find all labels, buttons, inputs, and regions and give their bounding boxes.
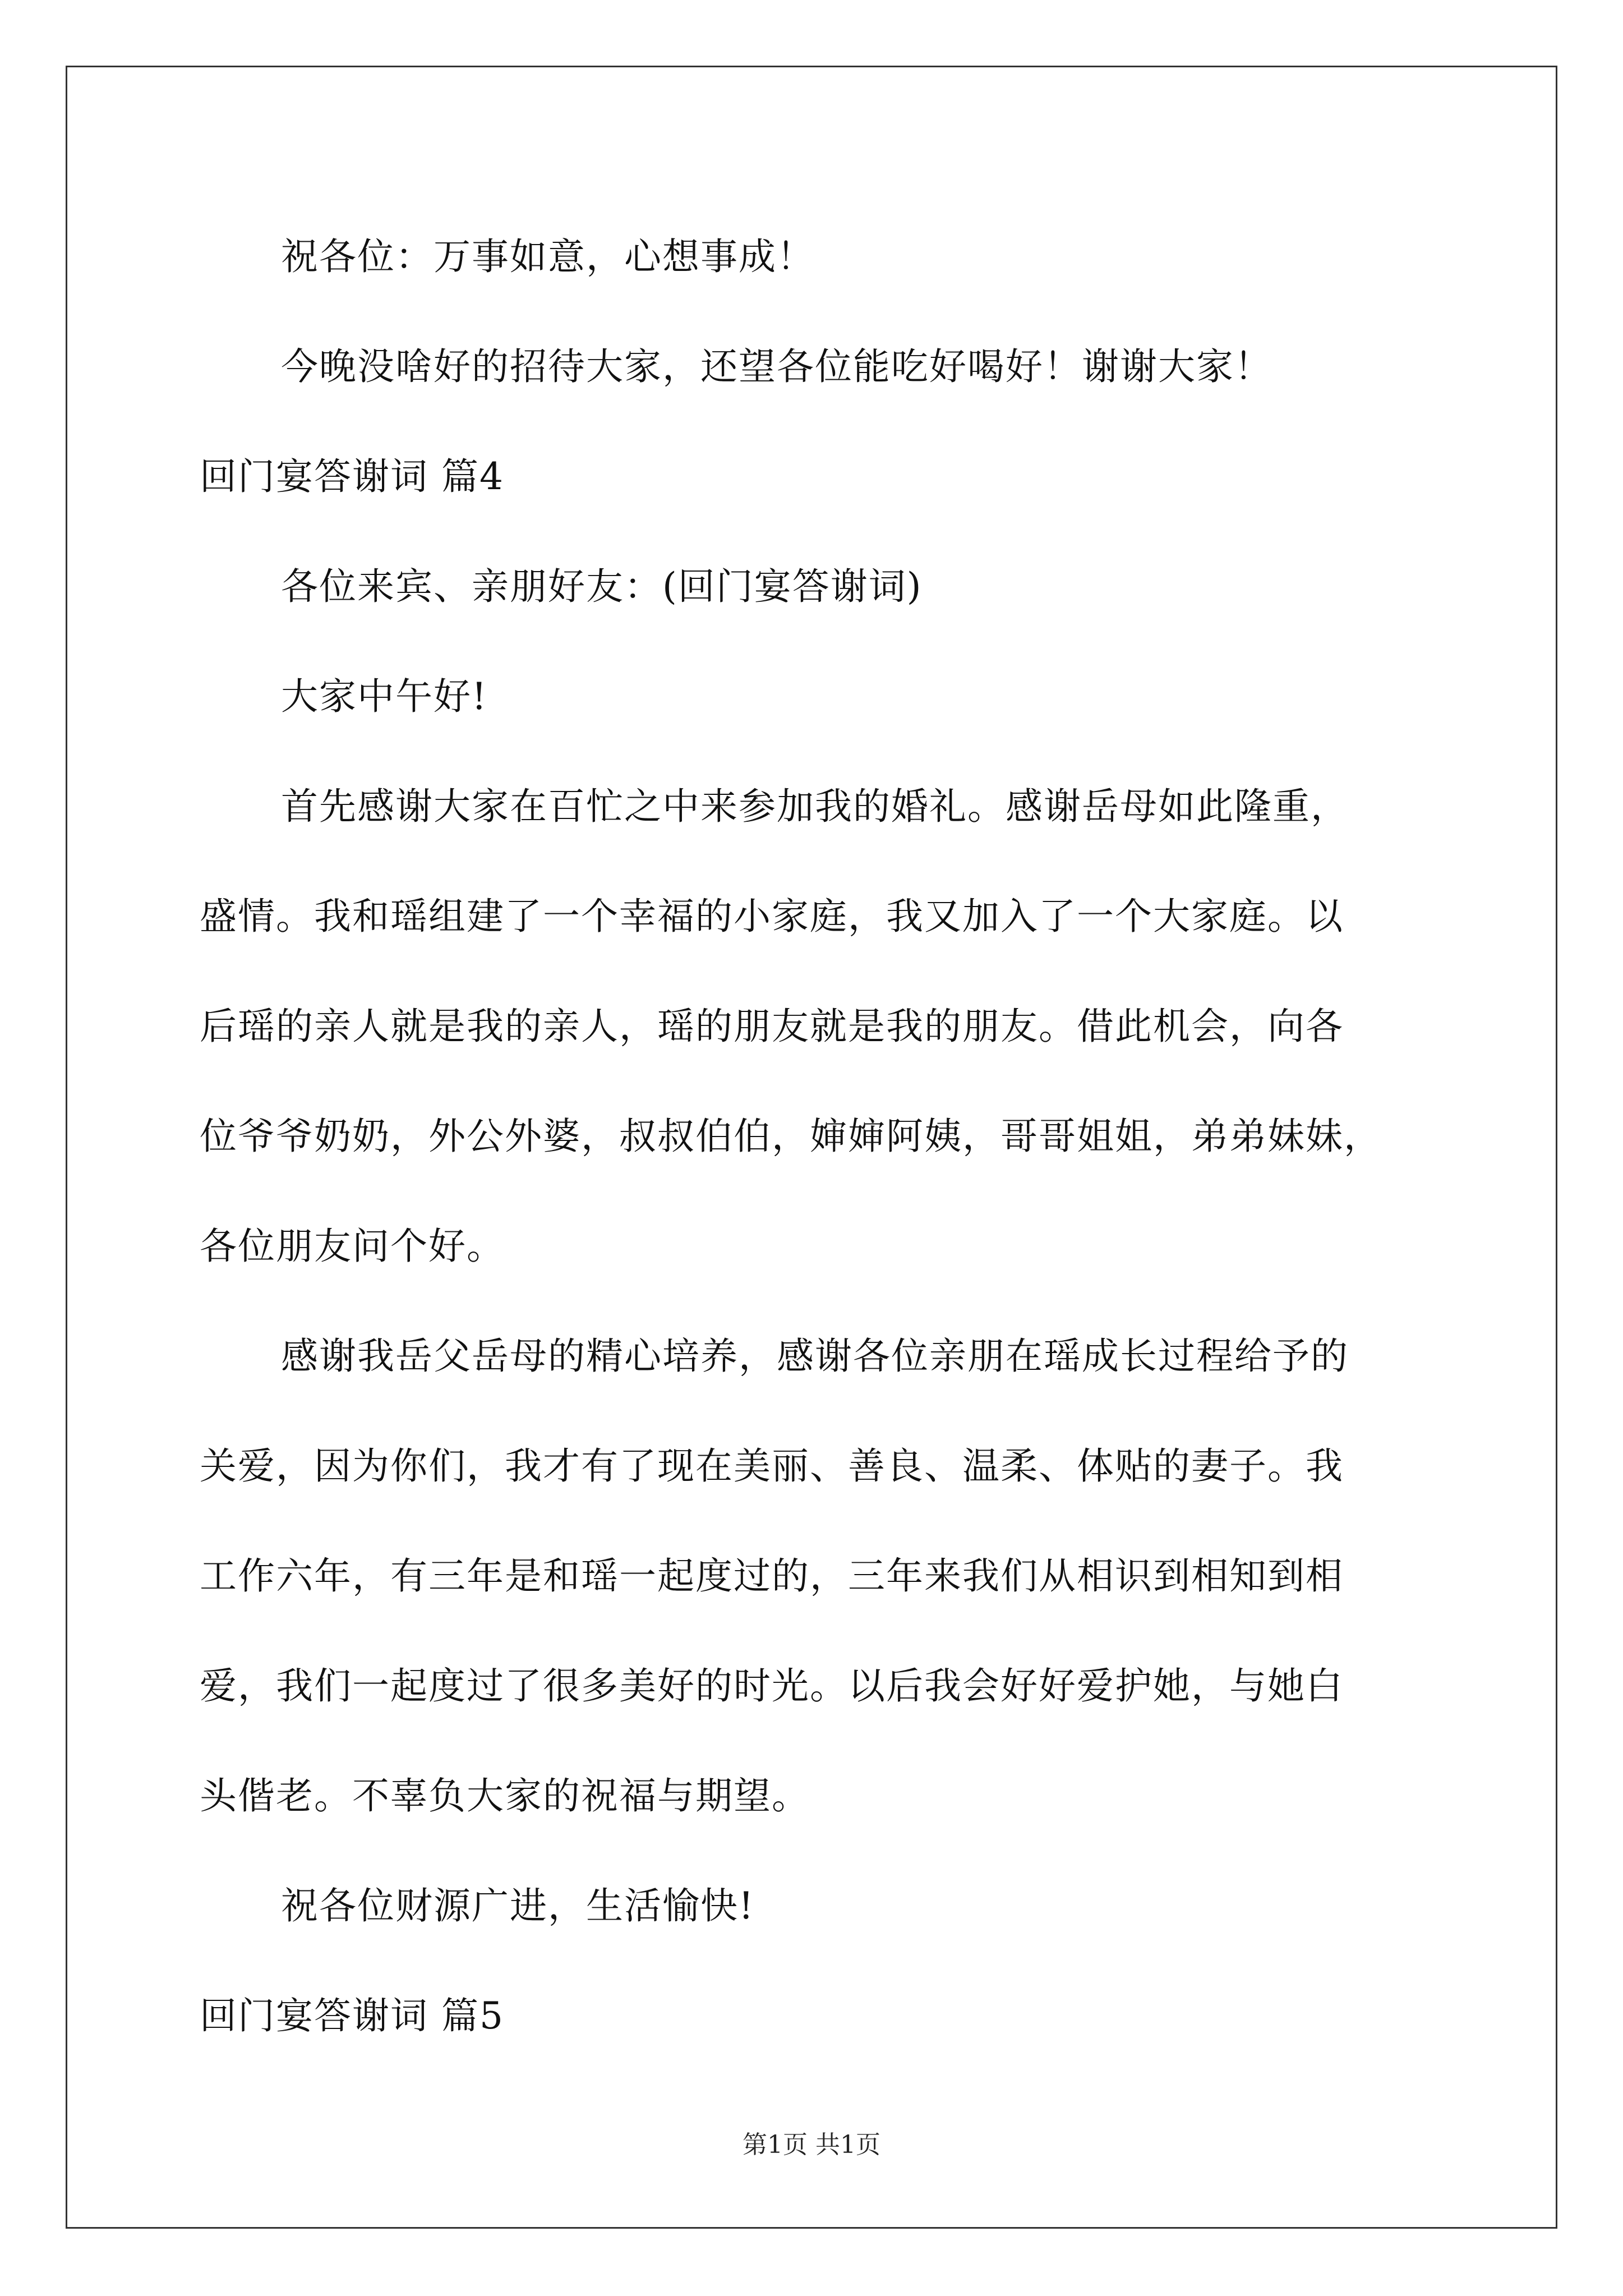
paragraph-line: 工作六年，有三年是和瑶一起度过的，三年来我们从相识到相知到相 xyxy=(200,1554,1344,1598)
document-body xyxy=(200,202,1450,2071)
paragraph-line: 祝各位财源广进，生活愉快! xyxy=(281,1884,755,1927)
section-heading: 回门宴答谢词 篇5 xyxy=(200,1994,504,2037)
paragraph-line: 后瑶的亲人就是我的亲人，瑶的朋友就是我的朋友。借此机会，向各 xyxy=(200,1005,1344,1048)
paragraph-line: 头偕老。不辜负大家的祝福与期望。 xyxy=(200,1774,810,1818)
paragraph-line: 今晚没啥好的招待大家，还望各位能吃好喝好！谢谢大家！ xyxy=(281,345,1272,388)
paragraph-line: 关爱，因为你们，我才有了现在美丽、善良、温柔、体贴的妻子。我 xyxy=(200,1444,1344,1488)
paragraph-line: 感谢我岳父岳母的精心培养，感谢各位亲朋在瑶成长过程给予的 xyxy=(281,1335,1349,1378)
page-footer: 第1页 共1页 xyxy=(743,2131,880,2159)
paragraph-line: 首先感谢大家在百忙之中来参加我的婚礼。感谢岳母如此隆重， xyxy=(281,785,1349,828)
paragraph-line: 各位来宾、亲朋好友：(回门宴答谢词) xyxy=(281,565,923,608)
paragraph-line: 位爷爷奶奶，外公外婆，叔叔伯伯，婶婶阿姨，哥哥姐姐，弟弟妹妹， xyxy=(200,1115,1382,1158)
paragraph-line: 盛情。我和瑶组建了一个幸福的小家庭，我又加入了一个大家庭。以 xyxy=(200,895,1344,938)
paragraph-line: 各位朋友问个好。 xyxy=(200,1225,505,1268)
paragraph-line: 爱，我们一起度过了很多美好的时光。以后我会好好爱护她，与她白 xyxy=(200,1664,1344,1708)
section-heading: 回门宴答谢词 篇4 xyxy=(200,455,504,498)
paragraph-line: 祝各位：万事如意，心想事成！ xyxy=(281,235,815,278)
paragraph-line: 大家中午好! xyxy=(281,675,488,718)
